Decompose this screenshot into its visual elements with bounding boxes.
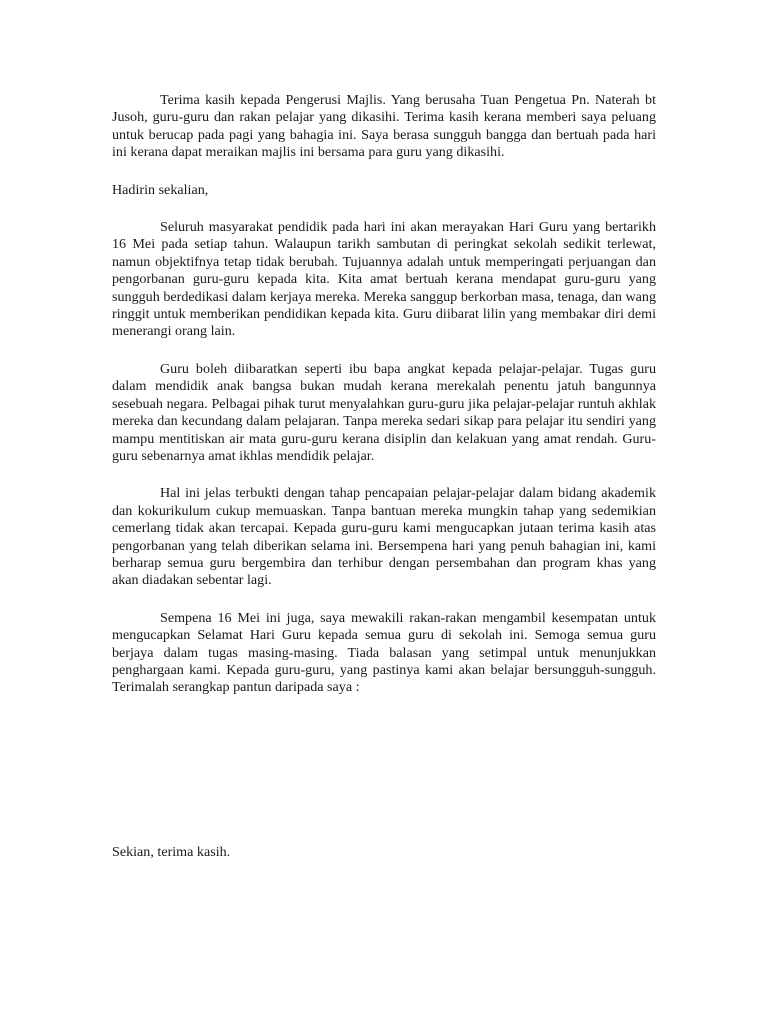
paragraph-ibu-bapa-angkat: Guru boleh diibaratkan seperti ibu bapa angkat kepada pelajar-pelajar. Tugas guru dalam mendidik anak bangsa bukan mudah kerana merekalah penentu jatuh bangunnya sesebuah negara. Pelbagai pihak turut menyalahkan guru-guru jika pelajar-pelajar runtuh akhlak mereka dan kecundang dalam pelajaran. Tanpa mereka sedari sikap para pelajar itu sendiri yang mampu mentitiskan air mata guru-guru kerana disiplin dan kelakuan yang amat rendah. Guru-guru sebenarnya amat ikhlas mendidik pelajar. xyxy=(112,360,656,464)
paragraph-pencapaian: Hal ini jelas terbukti dengan tahap pencapaian pelajar-pelajar dalam bidang akademik dan kokurikulum cukup memuaskan. Tanpa bantuan mereka mungkin tahap yang sedemikian cemerlang tidak akan tercapai. Kepada guru-guru kami mengucapkan jutaan terima kasih atas pengorbanan yang telah diberikan selama ini. Bersempena hari yang penuh bahagian ini, kami berharap semua guru bergembira dan terhibur dengan persembahan dan program khas yang akan diadakan sebentar lagi. xyxy=(112,485,656,589)
paragraph-greeting: Hadirin sekalian, xyxy=(112,181,209,198)
closing-line: Sekian, terima kasih. xyxy=(112,844,231,860)
document-body xyxy=(112,92,656,697)
paragraph-hari-guru: Seluruh masyarakat pendidik pada hari ini akan merayakan Hari Guru yang bertarikh 16 Mei pada setiap tahun. Walaupun tarikh sambutan di peringkat sekolah sedikit terlewat, namun objektifnya tetap tidak berubah. Tujuannya adalah untuk memperingati perjuangan dan pengorbanan guru-guru kepada kita. Kita amat bertuah kerana mendapat guru-guru yang sungguh berdedikasi dalam kerjaya mereka. Mereka sanggup berkorban masa, tenaga, dan wang ringgit untuk memberikan pendidikan kepada kita. Guru diibarat lilin yang membakar diri demi menerangi orang lain. xyxy=(112,219,656,340)
paragraph-sempena: Sempena 16 Mei ini juga, saya mewakili rakan-rakan mengambil kesempatan untuk mengucapkan Selamat Hari Guru kepada semua guru di sekolah ini. Semoga semua guru berjaya dalam tugas masing-masing. Tiada balasan yang setimpal untuk menunjukkan penghargaan kami. Kepada guru-guru, yang pastinya kami akan belajar bersungguh-sungguh. Terimalah serangkap pantun daripada saya : xyxy=(112,609,656,696)
paragraph-opening: Terima kasih kepada Pengerusi Majlis. Yang berusaha Tuan Pengetua Pn. Naterah bt Jusoh, guru-guru dan rakan pelajar yang dikasihi. Terima kasih kerana memberi saya peluang untuk berucap pada pagi yang bahagia ini. Saya berasa sungguh bangga dan bertuah pada hari ini kerana dapat meraikan majlis ini bersama para guru yang dikasihi. xyxy=(112,92,656,161)
